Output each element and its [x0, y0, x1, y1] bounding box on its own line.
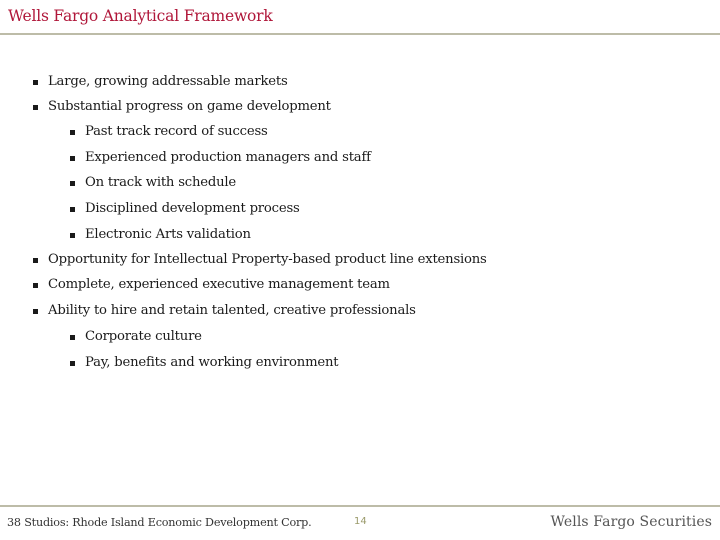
slide-title: Wells Fargo Analytical Framework	[8, 7, 273, 25]
bullet-square-icon	[33, 80, 38, 85]
footer-divider	[0, 505, 720, 507]
bullet-square-icon	[70, 361, 75, 366]
sub-bullet-item: Disciplined development process	[85, 201, 300, 216]
sub-bullet-item: Experienced production managers and staff	[85, 150, 371, 165]
sub-bullet-item: Past track record of success	[85, 124, 268, 139]
bullet-square-icon	[70, 335, 75, 340]
bullet-item: Substantial progress on game development	[48, 99, 331, 114]
page-number: 14	[354, 516, 367, 527]
bullet-item: Ability to hire and retain talented, creative professionals	[48, 303, 416, 318]
bullet-square-icon	[33, 309, 38, 314]
sub-bullet-item: On track with schedule	[85, 175, 236, 190]
bullet-square-icon	[70, 156, 75, 161]
bullet-square-icon	[70, 207, 75, 212]
bullet-square-icon	[70, 130, 75, 135]
bullet-square-icon	[33, 105, 38, 110]
bullet-item: Large, growing addressable markets	[48, 74, 288, 89]
bullet-square-icon	[70, 181, 75, 186]
sub-bullet-item: Corporate culture	[85, 329, 202, 344]
bullet-square-icon	[33, 258, 38, 263]
brand-logo-text: Wells Fargo Securities	[550, 514, 712, 530]
footer-caption: 38 Studios: Rhode Island Economic Development Corp.	[7, 516, 312, 529]
bullet-item: Complete, experienced executive management team	[48, 277, 390, 292]
header-divider	[0, 33, 720, 35]
bullet-square-icon	[33, 283, 38, 288]
sub-bullet-item: Electronic Arts validation	[85, 227, 251, 242]
bullet-item: Opportunity for Intellectual Property-based product line extensions	[48, 252, 487, 267]
bullet-square-icon	[70, 233, 75, 238]
sub-bullet-item: Pay, benefits and working environment	[85, 355, 338, 370]
